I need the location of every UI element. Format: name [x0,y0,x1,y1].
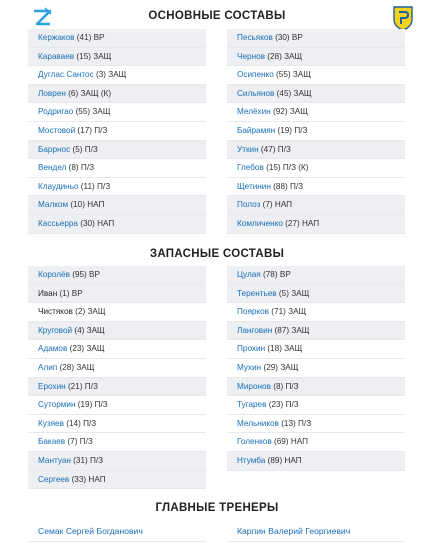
coach-left[interactable]: Семак Сергей Богданович [28,520,206,542]
player-number-position: (11) П/З [78,181,111,191]
player-number-position: (6) ЗАЩ (К) [65,88,112,98]
player-number-position: (31) П/З [70,455,104,465]
player-row [227,215,405,234]
player-row [28,141,206,160]
player-number-position: (8) П/З [66,163,95,173]
player-name-link[interactable]: Дуглас Сантос [38,70,94,80]
player-name-link[interactable]: Мелёхин [237,107,271,117]
player-row [227,178,405,197]
player-number-position: (5) ЗАЩ [276,288,310,298]
starters-title: ОСНОВНЫЕ СОСТАВЫ [148,10,286,22]
player-name-link[interactable]: Байрамян [237,125,276,135]
player-number-position: (55) ЗАЩ [73,107,111,117]
player-row [28,85,206,104]
player-number-position: (15) П/З (К) [263,163,309,173]
player-name-link[interactable]: Нтумба [237,455,266,465]
player-name-link[interactable]: Сергеев [38,474,70,484]
starters-left-list [28,29,206,234]
player-row [28,285,206,304]
player-name-link[interactable]: Уткин [237,144,259,154]
player-number-position: (21) П/З [65,381,98,391]
player-row [227,415,405,434]
player-row [227,340,405,359]
player-name-link[interactable]: Мантуан [38,455,71,465]
player-name-link[interactable]: Осипенко [237,70,274,80]
player-number-position: (78) ВР [260,270,291,279]
player-name-link[interactable]: Комличенко [237,218,283,228]
player-number-position: (92) ЗАЩ [270,107,308,117]
player-number-position: (33) НАП [69,474,106,484]
player-name-link[interactable]: Миронов [237,381,271,391]
player-name-link[interactable]: Караваев [38,51,75,61]
player-row [227,266,405,285]
player-name-link[interactable]: Ланговин [237,325,273,335]
player-name-link[interactable]: Вендел [38,163,67,173]
player-name-link[interactable]: Чистяков [38,307,73,317]
player-name-link[interactable]: Мельников [237,418,279,428]
player-row [227,85,405,104]
player-name-link[interactable]: Мостовой [38,125,76,135]
coach-right[interactable]: Карпин Валерий Георгиевич [227,520,405,542]
player-name-link[interactable]: Песьяков [237,33,273,42]
player-name-link[interactable]: Клаудиньо [38,181,79,191]
player-number-position: (29) ЗАЩ [261,362,299,372]
player-number-position: (28) ЗАЩ [57,362,95,372]
player-name-link[interactable]: Ловрен [38,88,66,98]
player-number-position: (23) П/З [266,400,299,410]
subs-title: ЗАПАСНЫЕ СОСТАВЫ [149,248,285,260]
player-row [28,433,206,452]
player-number-position: (1) ВР [57,288,83,298]
player-number-position: (87) ЗАЩ [272,325,310,335]
player-number-position: (88) П/З [270,181,304,191]
player-row [227,452,405,471]
player-name-link[interactable]: Кузяев [38,418,64,428]
player-row [28,340,206,359]
player-row [28,103,206,122]
player-number-position: (13) П/З [278,418,312,428]
player-name-link[interactable]: Глебов [237,163,264,173]
player-number-position: (89) НАП [265,455,302,465]
player-row [28,378,206,397]
player-name-link[interactable]: Адамов [38,344,68,354]
player-number-position: (19) П/З [275,125,308,135]
player-name-link[interactable]: Щетинин [237,181,271,191]
player-row [227,433,405,452]
player-row [28,471,206,490]
player-name-link[interactable]: Мухин [237,362,262,372]
player-name-link[interactable]: Кассьерра [38,218,78,228]
player-number-position: (14) П/З [63,418,97,428]
player-number-position: (2) ЗАЩ [72,307,106,317]
player-row [227,159,405,178]
starters-right-list [227,29,405,234]
player-name-link[interactable]: Иван [38,288,58,298]
player-row [227,122,405,141]
player-row [227,359,405,378]
player-number-position: (71) ЗАЩ [269,307,307,317]
player-row [28,122,206,141]
player-name-link[interactable]: Терентьев [237,288,277,298]
player-number-position: (7) П/З [65,437,93,447]
player-row [227,196,405,215]
player-number-position: (4) ЗАЩ [72,325,105,335]
player-row [28,159,206,178]
player-number-position: (7) НАП [260,200,293,210]
player-name-link[interactable]: Сутормин [38,400,76,410]
player-row [28,415,206,434]
player-number-position: (55) ЗАЩ [273,70,311,80]
player-number-position: (47) П/З [258,144,291,154]
player-name-link[interactable]: Родригао [38,107,74,117]
player-name-link[interactable]: Тугарев [237,400,267,410]
player-row [227,285,405,304]
player-row [227,303,405,322]
player-row [28,66,206,85]
player-number-position: (17) П/З [75,125,108,135]
player-row [28,196,206,215]
player-number-position: (30) ВР [272,33,303,42]
player-row [28,452,206,471]
player-name-link[interactable]: Чернов [237,51,265,61]
player-number-position: (69) НАП [271,437,308,447]
player-number-position: (19) П/З [75,400,108,410]
player-name-link[interactable]: Цулая [237,270,261,279]
player-number-position: (95) ВР [69,270,100,279]
coaches-title: ГЛАВНЫЕ ТРЕНЕРЫ [155,502,279,514]
player-row [28,322,206,341]
player-number-position: (41) ВР [74,33,105,42]
player-row [227,141,405,160]
player-row [28,359,206,378]
player-number-position: (27) НАП [282,218,320,228]
player-name-link[interactable]: Малком [38,200,69,210]
player-name-link[interactable]: Прохин [237,344,266,354]
player-number-position: (15) ЗАЩ [74,51,112,61]
player-number-position: (8) П/З [270,381,299,391]
player-name-link[interactable]: Королёв [38,270,70,279]
player-number-position: (28) ЗАЩ [265,51,303,61]
player-name-link[interactable]: Сильянов [237,88,275,98]
player-name-link[interactable]: Баррнос [38,144,71,154]
player-number-position: (45) ЗАЩ [274,88,312,98]
player-row [28,215,206,234]
player-name-link[interactable]: Полоз [237,200,261,210]
player-number-position: (3) ЗАЩ [93,70,127,80]
player-name-link[interactable]: Ерохин [38,381,66,391]
player-name-link[interactable]: Алип [38,362,58,372]
player-row [227,29,405,48]
player-name-link[interactable]: Круговой [38,325,73,335]
player-name-link[interactable]: Кержаков [38,33,75,42]
player-row [28,303,206,322]
player-row [227,48,405,67]
player-row [227,396,405,415]
player-row [28,396,206,415]
player-number-position: (30) НАП [78,218,115,228]
player-row [227,66,405,85]
subs-right-list [227,266,405,471]
player-row [227,378,405,397]
player-number-position: (18) ЗАЩ [265,344,303,354]
player-number-position: (10) НАП [68,200,105,210]
player-row [227,322,405,341]
player-name-link[interactable]: Бакаев [38,437,66,447]
player-row [28,266,206,285]
player-number-position: (23) ЗАЩ [67,344,105,354]
player-row [28,178,206,197]
player-row [28,29,206,48]
player-number-position: (5) П/З [70,144,98,154]
player-name-link[interactable]: Голенков [237,437,272,447]
subs-left-list [28,266,206,489]
player-row [28,48,206,67]
player-name-link[interactable]: Поярков [237,307,270,317]
player-row [227,103,405,122]
